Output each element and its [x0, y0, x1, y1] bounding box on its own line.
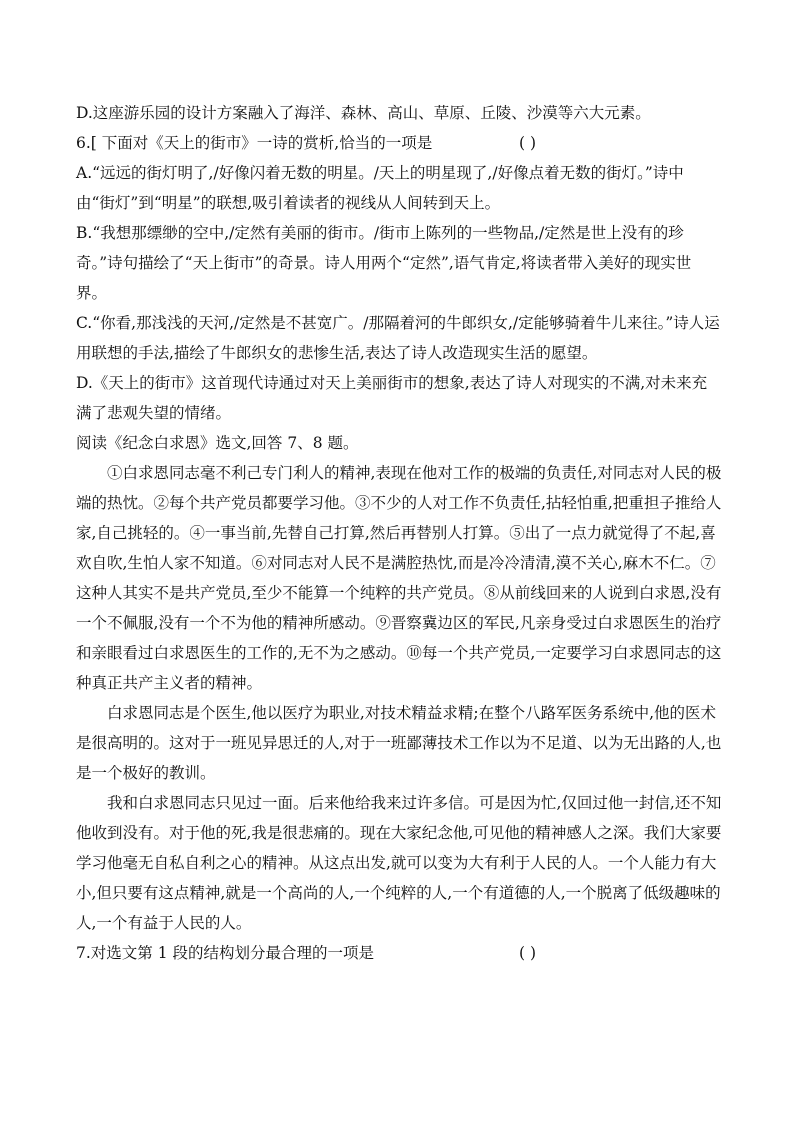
q7-stem-row	[76, 938, 722, 968]
q6-option-a: A.“远远的街灯明了,/好像闪着无数的明星。/天上的明星现了,/好像点着无数的街灯。”诗中由“街灯”到“明星”的联想,吸引着读者的视线从人间转到天上。	[76, 164, 684, 212]
passage-paragraph-2: 白求恩同志是个医生,他以医疗为职业,对技术精益求精;在整个八路军医务系统中,他的医术是很高明的。这对于一班见异思迁的人,对于一班鄙薄技术工作以为不足道、以为无出路的人,也是一个极好的教训。	[76, 704, 722, 782]
q6-option-c: C.“你看,那浅浅的天河,/定然是不甚宽广。/那隔着河的牛郎织女,/定能够骑着牛儿来往。”诗人运用联想的手法,描绘了牛郎织女的悲惨生活,表达了诗人改造现实生活的愿望。	[76, 314, 720, 362]
passage-paragraph-1: ①白求恩同志毫不利己专门利人的精神,表现在他对工作的极端的负责任,对同志对人民的极端的热忱。②每个共产党员都要学习他。③不少的人对工作不负责任,拈轻怕重,把重担子推给人家,自己挑轻的。④一事当前,先替自己打算,然后再替别人打算。⑤出了一点力就觉得了不起,喜欢自吹,生怕人家不知道。⑥对同志对人民不是满腔热忱,而是冷冷清清,漠不关心,麻木不仁。⑦这种人其实不是共产党员,至少不能算一个纯粹的共产党员。⑧从前线回来的人说到白求恩,没有一个不佩服,没有一个不为他的精神所感动。⑨晋察冀边区的军民,凡亲身受过白求恩医生的治疗和亲眼看过白求恩医生的工作的,无不为之感动。⑩每一个共产党员,一定要学习白求恩同志的这种真正共产主义者的精神。	[76, 464, 722, 692]
q7-answer-blank: ( )	[518, 944, 536, 962]
q6-answer-blank: ( )	[518, 134, 536, 152]
reading-intro: 阅读《纪念白求恩》选文,回答 7、8 题。	[76, 434, 359, 452]
document-content	[76, 98, 722, 968]
q5-option-d: D.这座游乐园的设计方案融入了海洋、森林、高山、草原、丘陵、沙漠等六大元素。	[76, 104, 651, 122]
q6-option-b: B.“我想那缥缈的空中,/定然有美丽的街市。/街市上陈列的一些物品,/定然是世上没有的珍奇。”诗句描绘了“天上街市”的奇景。诗人用两个“定然”,语气肯定,将读者带入美好的现实世界。	[76, 224, 692, 302]
passage-paragraph-3: 我和白求恩同志只见过一面。后来他给我来过许多信。可是因为忙,仅回过他一封信,还不知他收到没有。对于他的死,我是很悲痛的。现在大家纪念他,可见他的精神感人之深。我们大家要学习他毫无自私自利之心的精神。从这点出发,就可以变为大有利于人民的人。一个人能力有大小,但只要有这点精神,就是一个高尚的人,一个纯粹的人,一个有道德的人,一个脱离了低级趣味的人,一个有益于人民的人。	[76, 794, 722, 932]
q6-stem: 6.[ 下面对《天上的街市》一诗的赏析,恰当的一项是	[76, 134, 433, 152]
q7-stem: 7.对选文第 1 段的结构划分最合理的一项是	[76, 944, 375, 962]
q6-option-d: D.《天上的街市》这首现代诗通过对天上美丽街市的想象,表达了诗人对现实的不满,对未来充满了悲观失望的情绪。	[76, 374, 708, 422]
q6-stem-row	[76, 128, 722, 158]
